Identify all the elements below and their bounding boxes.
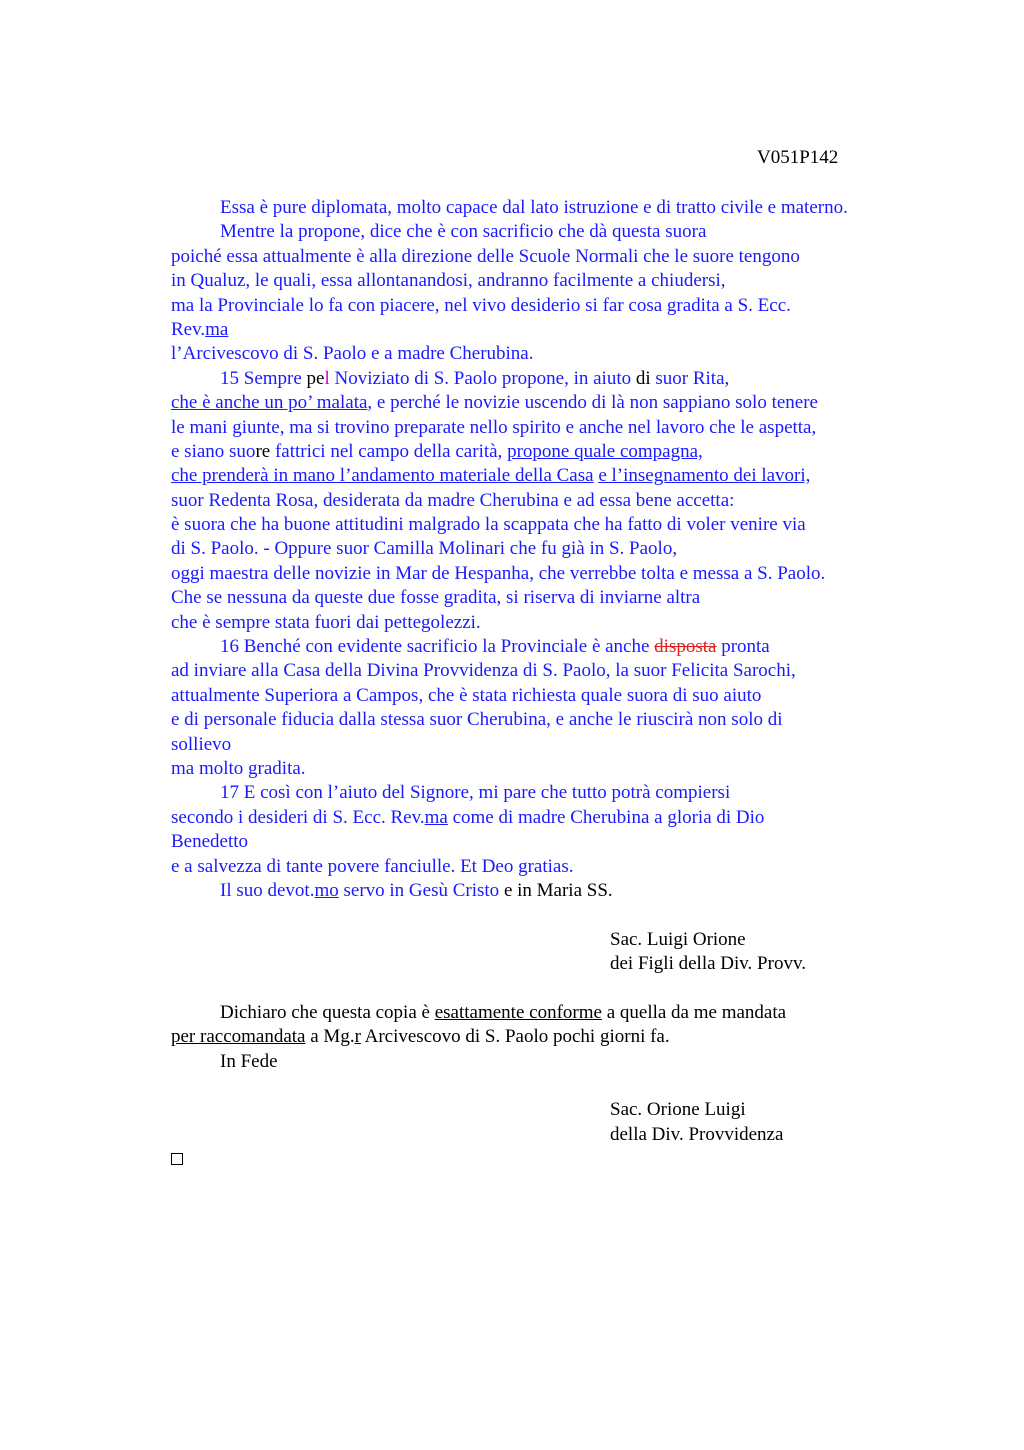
- text-span: e in Maria SS.: [499, 879, 613, 901]
- text-span: a quella da me mandata: [601, 1001, 787, 1023]
- declaration-line: [171, 1001, 911, 1025]
- text-line: attualmente Superiora a Campos, che è stata richiesta quale suora di suo aiuto: [171, 684, 762, 706]
- declaration-line: [171, 1025, 911, 1049]
- text-line: ma molto gradita.: [171, 757, 306, 779]
- in-fede-line: In Fede: [220, 1050, 278, 1072]
- text-span: 15 Sempre: [220, 367, 307, 389]
- signature-title: dei Figli della Div. Provv.: [610, 953, 806, 975]
- text-line: Essa è pure diplomata, molto capace dal lato istruzione e di tratto civile e materno.: [220, 197, 848, 218]
- text-line: sollievo: [171, 733, 232, 755]
- text-line: oggi maestra delle novizie in Mar de Hespanha, che verrebbe tolta e messa a S. Paolo.: [171, 562, 826, 584]
- text-span: e siano suo: [171, 440, 256, 462]
- underlined-span: propone quale compagna,: [507, 440, 703, 462]
- text-line: [171, 440, 911, 464]
- text-line: in Qualuz, le quali, essa allontanandosi, andranno facilmente a chiudersi,: [171, 270, 726, 292]
- text-line: di S. Paolo. - Oppure suor Camilla Molinari che fu già in S. Paolo,: [171, 538, 678, 560]
- text-line: Mentre la propone, dice che è con sacrificio che dà questa suora: [220, 221, 707, 243]
- text-span: Il suo devot.: [220, 879, 315, 901]
- signature-title: della Div. Provvidenza: [610, 1123, 784, 1145]
- text-line: le mani giunte, ma si trovino preparate nello spirito e anche nel lavoro che le aspetta,: [171, 416, 817, 438]
- superscript-abbrev: r: [354, 1026, 361, 1048]
- text-span: Rev.: [171, 318, 206, 340]
- text-line: l’Arcivescovo di S. Paolo e a madre Cherubina.: [171, 343, 534, 365]
- text-line: [171, 806, 911, 830]
- text-span: 16 Benché con evidente sacrificio la Provinciale è anche: [220, 636, 655, 658]
- text-span: Arcivescovo di S. Paolo pochi giorni fa.: [360, 1026, 670, 1048]
- superscript-abbrev: ma: [205, 318, 229, 340]
- superscript-abbrev: mo: [314, 879, 339, 901]
- paragraph-16-start: [171, 635, 911, 659]
- signature-name: Sac. Luigi Orione: [610, 928, 746, 950]
- signature-name: Sac. Orione Luigi: [610, 1099, 746, 1121]
- spacer: [171, 903, 911, 927]
- text-span: Dichiaro che questa copia è: [220, 1001, 435, 1023]
- end-marker: [171, 1147, 911, 1171]
- text-line: ad inviare alla Casa della Divina Provvidenza di S. Paolo, la suor Felicita Sarochi,: [171, 660, 796, 682]
- correction-span: pe: [306, 367, 325, 389]
- struck-word: disposta: [654, 636, 717, 658]
- text-line: [171, 318, 911, 342]
- text-line: Che se nessuna da queste due fosse gradita, si riserva di inviarne altra: [171, 587, 701, 609]
- correction-span: di: [635, 367, 651, 389]
- text-line: e di personale fiducia dalla stessa suor Cherubina, e anche le riuscirà non solo di: [171, 709, 783, 731]
- text-span: servo in Gesù Cristo: [338, 879, 500, 901]
- paragraph-15-start: [171, 367, 911, 391]
- text-line: suor Redenta Rosa, desiderata da madre Cherubina e ad essa bene accetta:: [171, 489, 735, 511]
- text-line: poiché essa attualmente è alla direzione delle Scuole Normali che le suore tengono: [171, 245, 800, 267]
- square-box-icon: [171, 1153, 183, 1165]
- underlined-span: e l’insegnamento dei lavori,: [598, 465, 811, 487]
- correction-span: re: [255, 440, 271, 462]
- letter-body: [171, 196, 911, 1172]
- text-line: che è sempre stata fuori dai pettegolezzi.: [171, 611, 481, 633]
- spacer: [171, 1074, 911, 1098]
- text-line: ma la Provinciale lo fa con piacere, nel vivo desiderio si far cosa gradita a S. Ecc.: [171, 294, 791, 316]
- underlined-span: che è anche un po’ malata: [171, 392, 368, 414]
- text-span: suor Rita,: [650, 367, 730, 389]
- text-span: , e perché le novizie uscendo di là non sappiano solo tenere: [367, 392, 818, 414]
- underlined-span: per raccomandata: [171, 1026, 306, 1048]
- text-span: fattrici nel campo della carità,: [270, 440, 508, 462]
- text-span: pronta: [716, 636, 770, 658]
- text-line: Benedetto: [171, 831, 249, 853]
- underlined-span: esattamente conforme: [434, 1001, 602, 1023]
- correction-span: l: [324, 367, 330, 389]
- text-line: è suora che ha buone attitudini malgrado la scappata che ha fatto di voler venire via: [171, 514, 806, 536]
- text-span: a Mg.: [305, 1026, 355, 1048]
- text-span: come di madre Cherubina a gloria di Dio: [447, 806, 765, 828]
- closing-line: [171, 879, 911, 903]
- text-span: secondo i desideri di S. Ecc. Rev.: [171, 806, 425, 828]
- underlined-span: che prenderà in mano l’andamento materiale della Casa: [171, 465, 594, 487]
- text-line: [171, 391, 911, 415]
- text-line: e a salvezza di tante povere fanciulle. Et Deo gratias.: [171, 855, 574, 877]
- superscript-abbrev: ma: [424, 806, 448, 828]
- page-reference-code: V051P142: [757, 147, 839, 168]
- paragraph-17-start: 17 E così con l’aiuto del Signore, mi pare che tutto potrà compiersi: [220, 782, 731, 804]
- text-span: Noviziato di S. Paolo propone, in aiuto: [329, 367, 636, 389]
- text-line: [171, 464, 911, 488]
- spacer: [171, 977, 911, 1001]
